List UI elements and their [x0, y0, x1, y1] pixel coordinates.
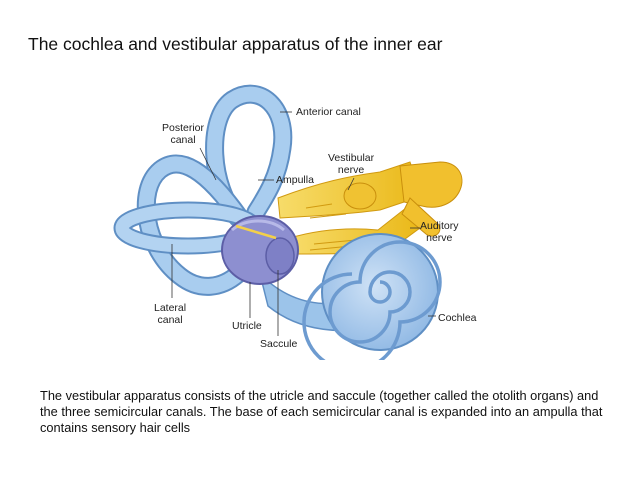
label-auditory-nerve-line1: Auditory	[420, 220, 459, 232]
label-utricle: Utricle	[232, 320, 262, 332]
label-vestibular-nerve	[328, 152, 374, 176]
description-text: The vestibular apparatus consists of the utricle and saccule (together called the otolith organs) and the three semicircular canals. The base of each semicircular canal is expanded into an ampulla that contains sensory hair cells	[40, 388, 603, 435]
label-lateral-canal-line1: Lateral	[154, 302, 187, 314]
label-posterior-canal-line1: Posterior	[162, 122, 205, 134]
label-ampulla: Ampulla	[276, 174, 314, 186]
label-auditory-nerve	[420, 220, 459, 244]
label-auditory-nerve-line2: nerve	[426, 232, 453, 244]
label-vestibular-nerve-line2: nerve	[337, 164, 365, 176]
label-lateral-canal-line2: canal	[157, 314, 183, 326]
label-anterior-canal: Anterior canal	[296, 106, 361, 118]
page-title: The cochlea and vestibular apparatus of the inner ear	[28, 34, 443, 54]
label-posterior-canal	[162, 122, 204, 146]
label-posterior-canal-line2: canal	[170, 134, 196, 146]
vestibule	[222, 216, 298, 284]
label-vestibular-nerve-line1: Vestibular	[328, 152, 375, 164]
label-cochlea: Cochlea	[438, 312, 477, 324]
label-lateral-canal	[154, 302, 186, 326]
label-saccule: Saccule	[260, 338, 298, 350]
